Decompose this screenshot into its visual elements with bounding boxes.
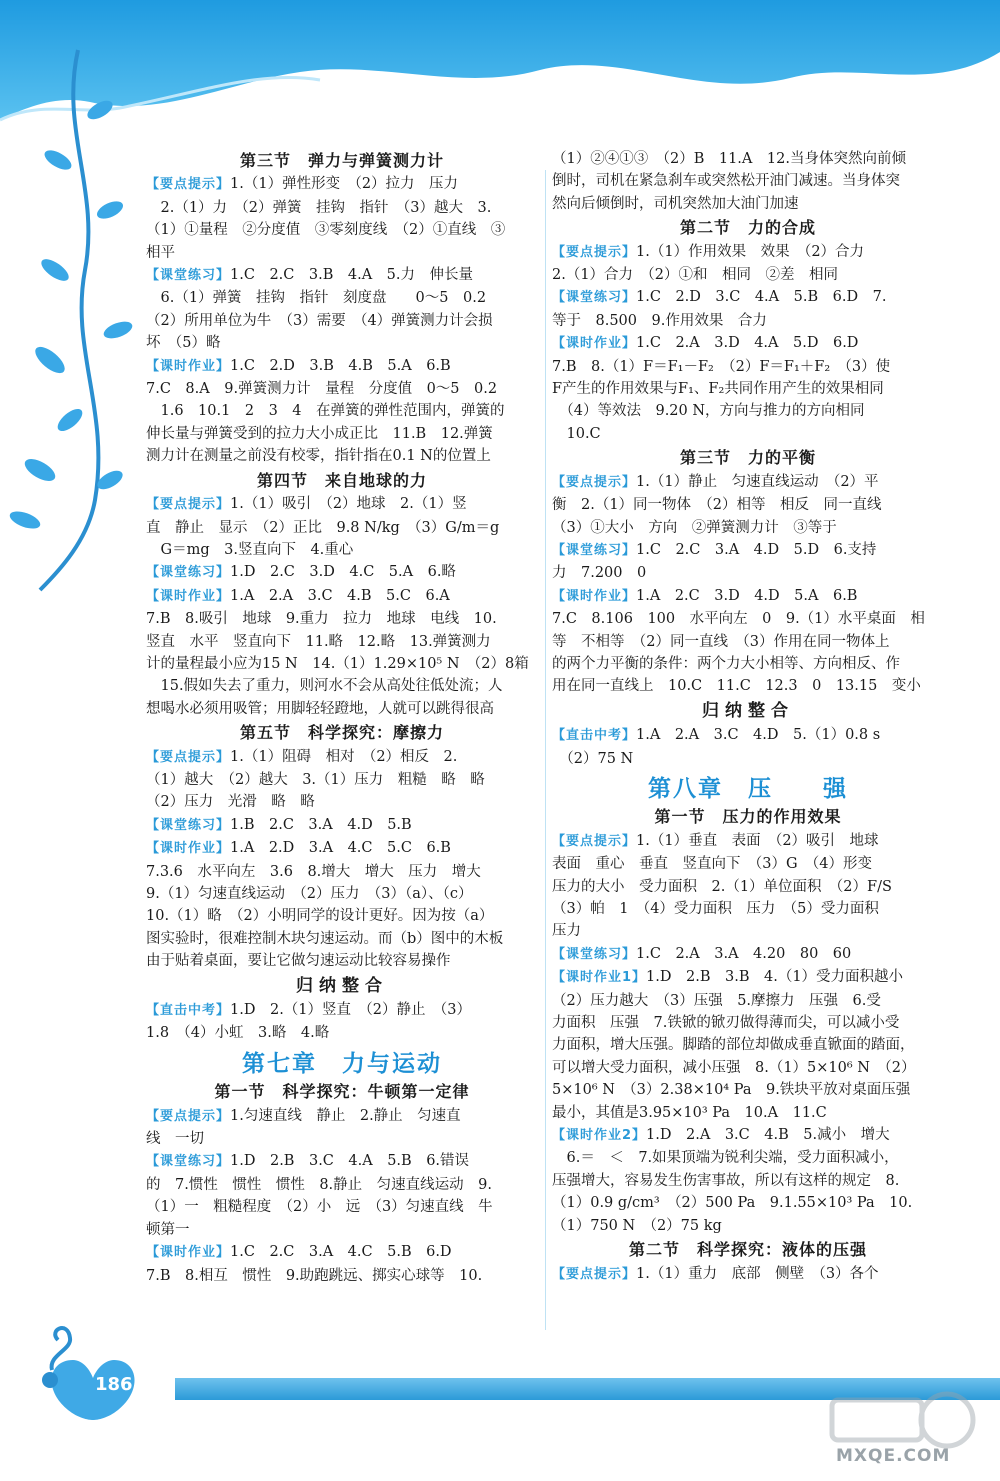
- answer-line: [552, 853, 944, 875]
- answer-line: [146, 1219, 538, 1241]
- answer-line: [552, 310, 944, 332]
- answer-line: [552, 631, 944, 653]
- answer-text: 1.D 2.A 3.C 4.B 5.减小 增大: [646, 1127, 890, 1144]
- answer-category-tag: 【课时作业】: [146, 588, 231, 604]
- answer-line: [552, 1034, 944, 1056]
- answer-text: 的两个力平衡的条件：两个力大小相等、方向相反、作: [552, 655, 900, 672]
- answer-line: [552, 494, 944, 516]
- answer-text: 测力计在测量之前没有校零，指针指在0.1 N的位置上: [146, 448, 491, 465]
- answer-text: 图实验时，很难控制木块匀速运动。而（b）图中的木板: [146, 930, 504, 947]
- answer-text: （1）①量程 ②分度值 ③零刻度线 （2）①直线 ③: [146, 222, 506, 239]
- answer-text: 等 不相等 （2）同一直线 （3）作用在同一物体上: [552, 633, 890, 650]
- section-heading: 第四节 来自地球的力: [256, 470, 427, 490]
- answer-text: 10.C: [552, 425, 601, 442]
- answer-text: 表面 重心 垂直 竖直向下 （3）G （4）形变: [552, 856, 873, 873]
- answer-category-tag: 【课堂练习】: [552, 946, 637, 962]
- answer-category-tag: 【要点提示】: [552, 1266, 637, 1282]
- answer-category-tag: 【课时作业】: [552, 588, 637, 604]
- watermark-text: MXQE.COM: [836, 1446, 951, 1466]
- answer-text: 直 静止 显示 （2）正比 9.8 N/kg （3）G/m＝g: [146, 519, 500, 536]
- answer-line: [552, 1124, 944, 1147]
- answer-line: [552, 675, 944, 697]
- answer-line: [552, 1263, 944, 1286]
- answer-category-tag: 【课时作业1】: [552, 970, 647, 986]
- answer-text: 倒时，司机在紧急刹车或突然松开油门减速。当身体突: [552, 173, 900, 190]
- answer-line: [146, 769, 538, 791]
- answer-text: 压力的大小 受力面积 2.（1）单位面积 （2）F/S: [552, 878, 892, 895]
- chapter-heading: 第八章 压 强: [648, 775, 848, 802]
- answer-category-tag: 【课时作业】: [146, 841, 231, 857]
- answer-line: [146, 1265, 538, 1287]
- answer-line: [552, 724, 944, 747]
- answer-line: [146, 1150, 538, 1173]
- answer-text: （1）越大 （2）越大 3.（1）压力 粗糙 略 略: [146, 771, 485, 788]
- answer-line: [146, 999, 538, 1022]
- answer-text: 15.假如失去了重力，则河水不会从高处往低处流；人: [146, 678, 503, 695]
- answer-text: （3）①大小 方向 ②弹簧测力计 ③等于: [552, 519, 837, 536]
- answer-line: [146, 698, 538, 720]
- answer-text: 1.A 2.A 3.C 4.B 5.C 6.A: [230, 587, 450, 604]
- answer-line: [552, 1102, 944, 1124]
- answer-text: （2）压力 光滑 略 略: [146, 794, 315, 811]
- answer-category-tag: 【课时作业】: [146, 1245, 231, 1261]
- section-heading: 第二节 力的合成: [679, 218, 816, 238]
- answer-line: [552, 943, 944, 966]
- answer-line: [552, 423, 944, 445]
- answer-text: 1.（1）垂直 表面 （2）吸引 地球: [636, 832, 879, 849]
- answer-text: 1.匀速直线 静止 2.静止 匀速直: [230, 1107, 461, 1124]
- answer-text: 力 7.200 0: [552, 565, 647, 582]
- answer-text: 1.D 2.（1）竖直 （2）静止 （3）: [230, 1002, 471, 1019]
- answer-text: 压强增大，容易发生伤害事故，所以有这样的规定 8.: [552, 1172, 900, 1189]
- answer-text: 1.（1）阻碍 相对 （2）相反 2.: [230, 748, 458, 765]
- answer-text: 的 7.惯性 惯性 惯性 8.静止 匀速直线运动 9.: [146, 1176, 493, 1193]
- answer-line: [552, 193, 944, 215]
- answer-line: [552, 585, 944, 608]
- answer-line: [146, 861, 538, 883]
- answer-line: [552, 241, 944, 264]
- answer-category-tag: 【课堂练习】: [552, 290, 637, 306]
- answer-text: 1.C 2.C 3.A 4.D 5.D 6.支持: [636, 541, 877, 558]
- answer-line: [552, 653, 944, 675]
- answer-text: 10.（1）略 （2）小明同学的设计更好。因为按（a）: [146, 908, 494, 925]
- answer-line: [146, 814, 538, 837]
- section-heading: 第一节 科学探究：牛顿第一定律: [214, 1082, 470, 1102]
- answer-line: [146, 332, 538, 354]
- answer-text: （2）所用单位为牛 （3）需要 （4）弹簧测力计会损: [146, 312, 493, 329]
- answer-line: [146, 905, 538, 927]
- answer-line: [552, 378, 944, 400]
- answer-line: [146, 653, 538, 675]
- answer-text: 可以增大受力面积，减小压强 8.（1）5×10⁶ N （2）: [552, 1059, 916, 1076]
- answer-text: 由于贴着桌面，要让它做匀速运动比较容易操作: [146, 953, 451, 970]
- answer-category-tag: 【直击中考】: [552, 728, 637, 744]
- section-heading: 第三节 弹力与弹簧测力计: [239, 151, 444, 170]
- summary-heading: 归纳整合: [702, 700, 794, 721]
- answer-text: 1.8 （4）小虹 3.略 4.略: [146, 1025, 330, 1042]
- answer-line: [552, 400, 944, 422]
- answer-text: G＝mg 3.竖直向下 4.重心: [146, 541, 354, 558]
- answer-line: [146, 1128, 538, 1150]
- answer-text: （1）750 N （2）75 kg: [552, 1217, 722, 1234]
- answer-line: [146, 1241, 538, 1264]
- answer-line: [552, 1215, 944, 1237]
- answer-line: [146, 378, 538, 400]
- answer-line: [146, 1022, 538, 1044]
- answer-text: 1.A 2.C 3.D 4.D 5.A 6.B: [636, 587, 858, 604]
- answer-text: （1）0.9 g/cm³ （2）500 Pa 9.1.55×10³ Pa 10.: [552, 1195, 913, 1212]
- section-heading: 第五节 科学探究：摩擦力: [239, 723, 444, 743]
- answer-line: [552, 1147, 944, 1169]
- answer-text: 1.C 2.D 3.C 4.A 5.B 6.D 7.: [636, 289, 887, 306]
- answer-line: [552, 830, 944, 853]
- answer-text: 力面积，增大压强。脚踏的部位却做成垂直锨面的踏面，: [552, 1037, 915, 1054]
- answer-text: （2）压力越大 （3）压强 5.摩擦力 压强 6.受: [552, 992, 881, 1009]
- answer-text: 7.B 8.（1）F＝F₁－F₂ （2）F＝F₁＋F₂ （3）使: [552, 358, 891, 375]
- answer-line: [552, 356, 944, 378]
- answer-category-tag: 【要点提示】: [146, 1108, 231, 1124]
- answer-category-tag: 【课时作业2】: [552, 1128, 647, 1144]
- answer-line: [146, 197, 538, 219]
- answer-line: [552, 1057, 944, 1079]
- answer-text: 6.（1）弹簧 挂钩 指针 刻度盘 0～5 0.2: [146, 290, 487, 307]
- answer-line: [552, 562, 944, 584]
- answer-line: [552, 990, 944, 1012]
- answer-line: [146, 423, 538, 445]
- answer-text: （1）一 粗糙程度 （2）小 远 （3）匀速直线 牛: [146, 1199, 493, 1216]
- answer-line: [146, 517, 538, 539]
- answer-line: [146, 287, 538, 309]
- answer-text: 6.＝ ＜ 7.如果顶端为锐利尖端，受力面积减小，: [552, 1150, 899, 1167]
- section-heading: 第一节 压力的作用效果: [654, 807, 842, 827]
- answer-text: F产生的作用效果与F₁、F₂共同作用产生的效果相同: [552, 381, 884, 398]
- answer-line: [146, 791, 538, 813]
- answer-line: [146, 493, 538, 516]
- answer-text: 用在同一直线上 10.C 11.C 12.3 0 13.15 变小: [552, 678, 921, 695]
- chapter-heading: 第七章 力与运动: [242, 1050, 442, 1077]
- answer-line: [552, 286, 944, 309]
- answer-text: 竖直 水平 竖直向下 11.略 12.略 13.弹簧测力: [146, 633, 491, 650]
- answer-text: 伸长量与弹簧受到的拉力大小成正比 11.B 12.弹簧: [146, 425, 493, 442]
- page-number: 186: [95, 1374, 133, 1395]
- answer-line: [146, 631, 538, 653]
- answer-line: [146, 219, 538, 241]
- answer-category-tag: 【要点提示】: [552, 474, 637, 490]
- answer-text: （2）75 N: [552, 750, 634, 767]
- answer-category-tag: 【课时作业】: [552, 336, 637, 352]
- answer-line: [146, 400, 538, 422]
- answer-category-tag: 【要点提示】: [552, 244, 637, 260]
- answer-line: [552, 539, 944, 562]
- answer-text: 然向后倾倒时，司机突然加大油门加速: [552, 195, 799, 212]
- answer-line: [146, 173, 538, 196]
- answer-line: [552, 471, 944, 494]
- answer-category-tag: 【要点提示】: [552, 833, 637, 849]
- answer-text: 1.C 2.C 3.A 4.C 5.B 6.D: [230, 1244, 452, 1261]
- answer-line: [552, 170, 944, 192]
- answer-line: [146, 561, 538, 584]
- answer-text: 1.6 10.1 2 3 4 在弹簧的弹性范围内，弹簧的: [146, 403, 505, 420]
- answer-line: [146, 1105, 538, 1128]
- answer-text: 1.D 2.C 3.D 4.C 5.A 6.略: [230, 564, 456, 581]
- answer-text: 1.C 2.D 3.B 4.B 5.A 6.B: [230, 357, 451, 374]
- answer-text: 1.D 2.B 3.C 4.A 5.B 6.错误: [230, 1153, 470, 1170]
- answer-line: [146, 1174, 538, 1196]
- answer-text: 7.3.6 水平向左 3.6 8.增大 增大 压力 增大: [146, 863, 481, 880]
- answer-line: [146, 837, 538, 860]
- answer-line: [146, 310, 538, 332]
- answer-text: 9.（1）匀速直线运动 （2）压力 （3）（a）、（c）: [146, 886, 473, 902]
- answer-line: [552, 876, 944, 898]
- answer-category-tag: 【课堂练习】: [552, 542, 637, 558]
- answer-line: [552, 608, 944, 630]
- answer-category-tag: 【课堂练习】: [146, 268, 231, 284]
- answer-line: [146, 928, 538, 950]
- answer-text: 1.B 2.C 3.A 4.D 5.B: [230, 816, 412, 833]
- answer-text: （4）等效法 9.20 N，方向与推力的方向相同: [552, 403, 865, 420]
- answer-line: [552, 148, 944, 170]
- summary-heading: 归纳整合: [296, 975, 388, 996]
- answer-text: 坏 （5）略: [146, 335, 221, 352]
- answer-category-tag: 【要点提示】: [146, 749, 231, 765]
- answer-line: [146, 585, 538, 608]
- answer-text: 力面积 压强 7.铁锨的锨刃做得薄而尖，可以减小受: [552, 1015, 900, 1032]
- answer-text: 压力: [552, 923, 581, 940]
- answer-line: [146, 539, 538, 561]
- left-column: [146, 148, 538, 1287]
- vine-decoration: [0, 40, 150, 600]
- answer-text: 5×10⁶ N （3）2.38×10⁴ Pa 9.铁块平放对桌面压强: [552, 1082, 911, 1099]
- answer-line: [552, 898, 944, 920]
- answer-text: （3）帕 1 （4）受力面积 压力 （5）受力面积: [552, 901, 879, 917]
- answer-text: 衡 2.（1）同一物体 （2）相等 相反 同一直线: [552, 497, 882, 514]
- answer-line: [552, 748, 944, 770]
- answer-text: 1.（1）作用效果 效果 （2）合力: [636, 243, 865, 260]
- answer-line: [552, 1079, 944, 1101]
- answer-text: 1.C 2.C 3.B 4.A 5.力 伸长量: [230, 267, 474, 284]
- answer-category-tag: 【课堂练习】: [146, 1154, 231, 1170]
- answer-category-tag: 【要点提示】: [146, 177, 231, 193]
- answer-text: 1.（1）重力 底部 侧壁 （3）各个: [636, 1265, 879, 1282]
- answer-line: [146, 608, 538, 630]
- answer-text: （1）②④①③ （2）B 11.A 12.当身体突然向前倾: [552, 151, 906, 167]
- answer-category-tag: 【课堂练习】: [146, 565, 231, 581]
- answer-line: [146, 675, 538, 697]
- answer-text: 7.B 8.相互 惯性 9.助跑跳远、掷实心球等 10.: [146, 1267, 483, 1284]
- answer-text: 相平: [146, 244, 175, 261]
- answer-line: [552, 1012, 944, 1034]
- answer-line: [146, 950, 538, 972]
- answer-text: 7.C 8.106 100 水平向左 0 9.（1）水平桌面 相: [552, 611, 925, 628]
- answer-line: [146, 242, 538, 264]
- answer-line: [552, 920, 944, 942]
- answer-category-tag: 【直击中考】: [146, 1003, 231, 1019]
- answer-line: [146, 883, 538, 905]
- right-column: [552, 148, 944, 1286]
- answer-line: [552, 1192, 944, 1214]
- answer-text: 等于 8.500 9.作用效果 合力: [552, 312, 767, 329]
- answer-line: [146, 1196, 538, 1218]
- answer-line: [552, 517, 944, 539]
- answer-category-tag: 【课时作业】: [146, 358, 231, 374]
- answer-text: 1.C 2.A 3.A 4.20 80 60: [636, 945, 852, 962]
- answer-text: 2.（1）合力 （2）①和 相同 ②差 相同: [552, 267, 839, 284]
- answer-text: 2.（1）力 （2）弹簧 挂钩 指针 （3）越大 3.: [146, 199, 492, 216]
- answer-text: 计的量程最小应为15 N 14.（1）1.29×10⁵ N （2）8箱: [146, 655, 529, 672]
- answer-text: 7.C 8.A 9.弹簧测力计 量程 分度值 0～5 0.2: [146, 381, 498, 398]
- answer-category-tag: 【课堂练习】: [146, 817, 231, 833]
- answer-text: 7.B 8.吸引 地球 9.重力 拉力 地球 电线 10.: [146, 611, 497, 628]
- answer-text: 1.（1）弹性形变 （2）拉力 压力: [230, 176, 459, 193]
- section-heading: 第二节 科学探究：液体的压强: [628, 1240, 867, 1260]
- heart-swirl-decoration: [38, 1320, 178, 1420]
- answer-line: [146, 264, 538, 287]
- answer-text: 1.D 2.B 3.B 4.（1）受力面积越小: [646, 969, 904, 986]
- answer-line: [552, 966, 944, 989]
- answer-text: 最小，其值是3.95×10³ Pa 10.A 11.C: [552, 1104, 827, 1121]
- answer-text: 1.A 2.A 3.C 4.D 5.（1）0.8 s: [636, 727, 881, 744]
- answer-text: 1.（1）静止 匀速直线运动 （2）平: [636, 473, 879, 490]
- column-divider: [545, 170, 546, 1330]
- answer-line: [146, 445, 538, 467]
- answer-line: [146, 746, 538, 769]
- answer-text: 1.A 2.D 3.A 4.C 5.C 6.B: [230, 840, 451, 857]
- answer-text: 顿第一: [146, 1221, 190, 1238]
- top-wave-banner: [0, 0, 1000, 150]
- answer-category-tag: 【要点提示】: [146, 497, 231, 513]
- answer-text: 线 一切: [146, 1131, 204, 1148]
- answer-text: 1.（1）吸引 （2）地球 2.（1）竖: [230, 496, 467, 513]
- section-heading: 第三节 力的平衡: [679, 448, 816, 468]
- answer-text: 想喝水必须用吸管；用脚轻轻蹬地，人就可以跳得很高: [146, 700, 494, 717]
- answer-line: [552, 264, 944, 286]
- answer-line: [552, 332, 944, 355]
- answer-line: [552, 1170, 944, 1192]
- answer-line: [146, 355, 538, 378]
- answer-text: 1.C 2.A 3.D 4.A 5.D 6.D: [636, 335, 859, 352]
